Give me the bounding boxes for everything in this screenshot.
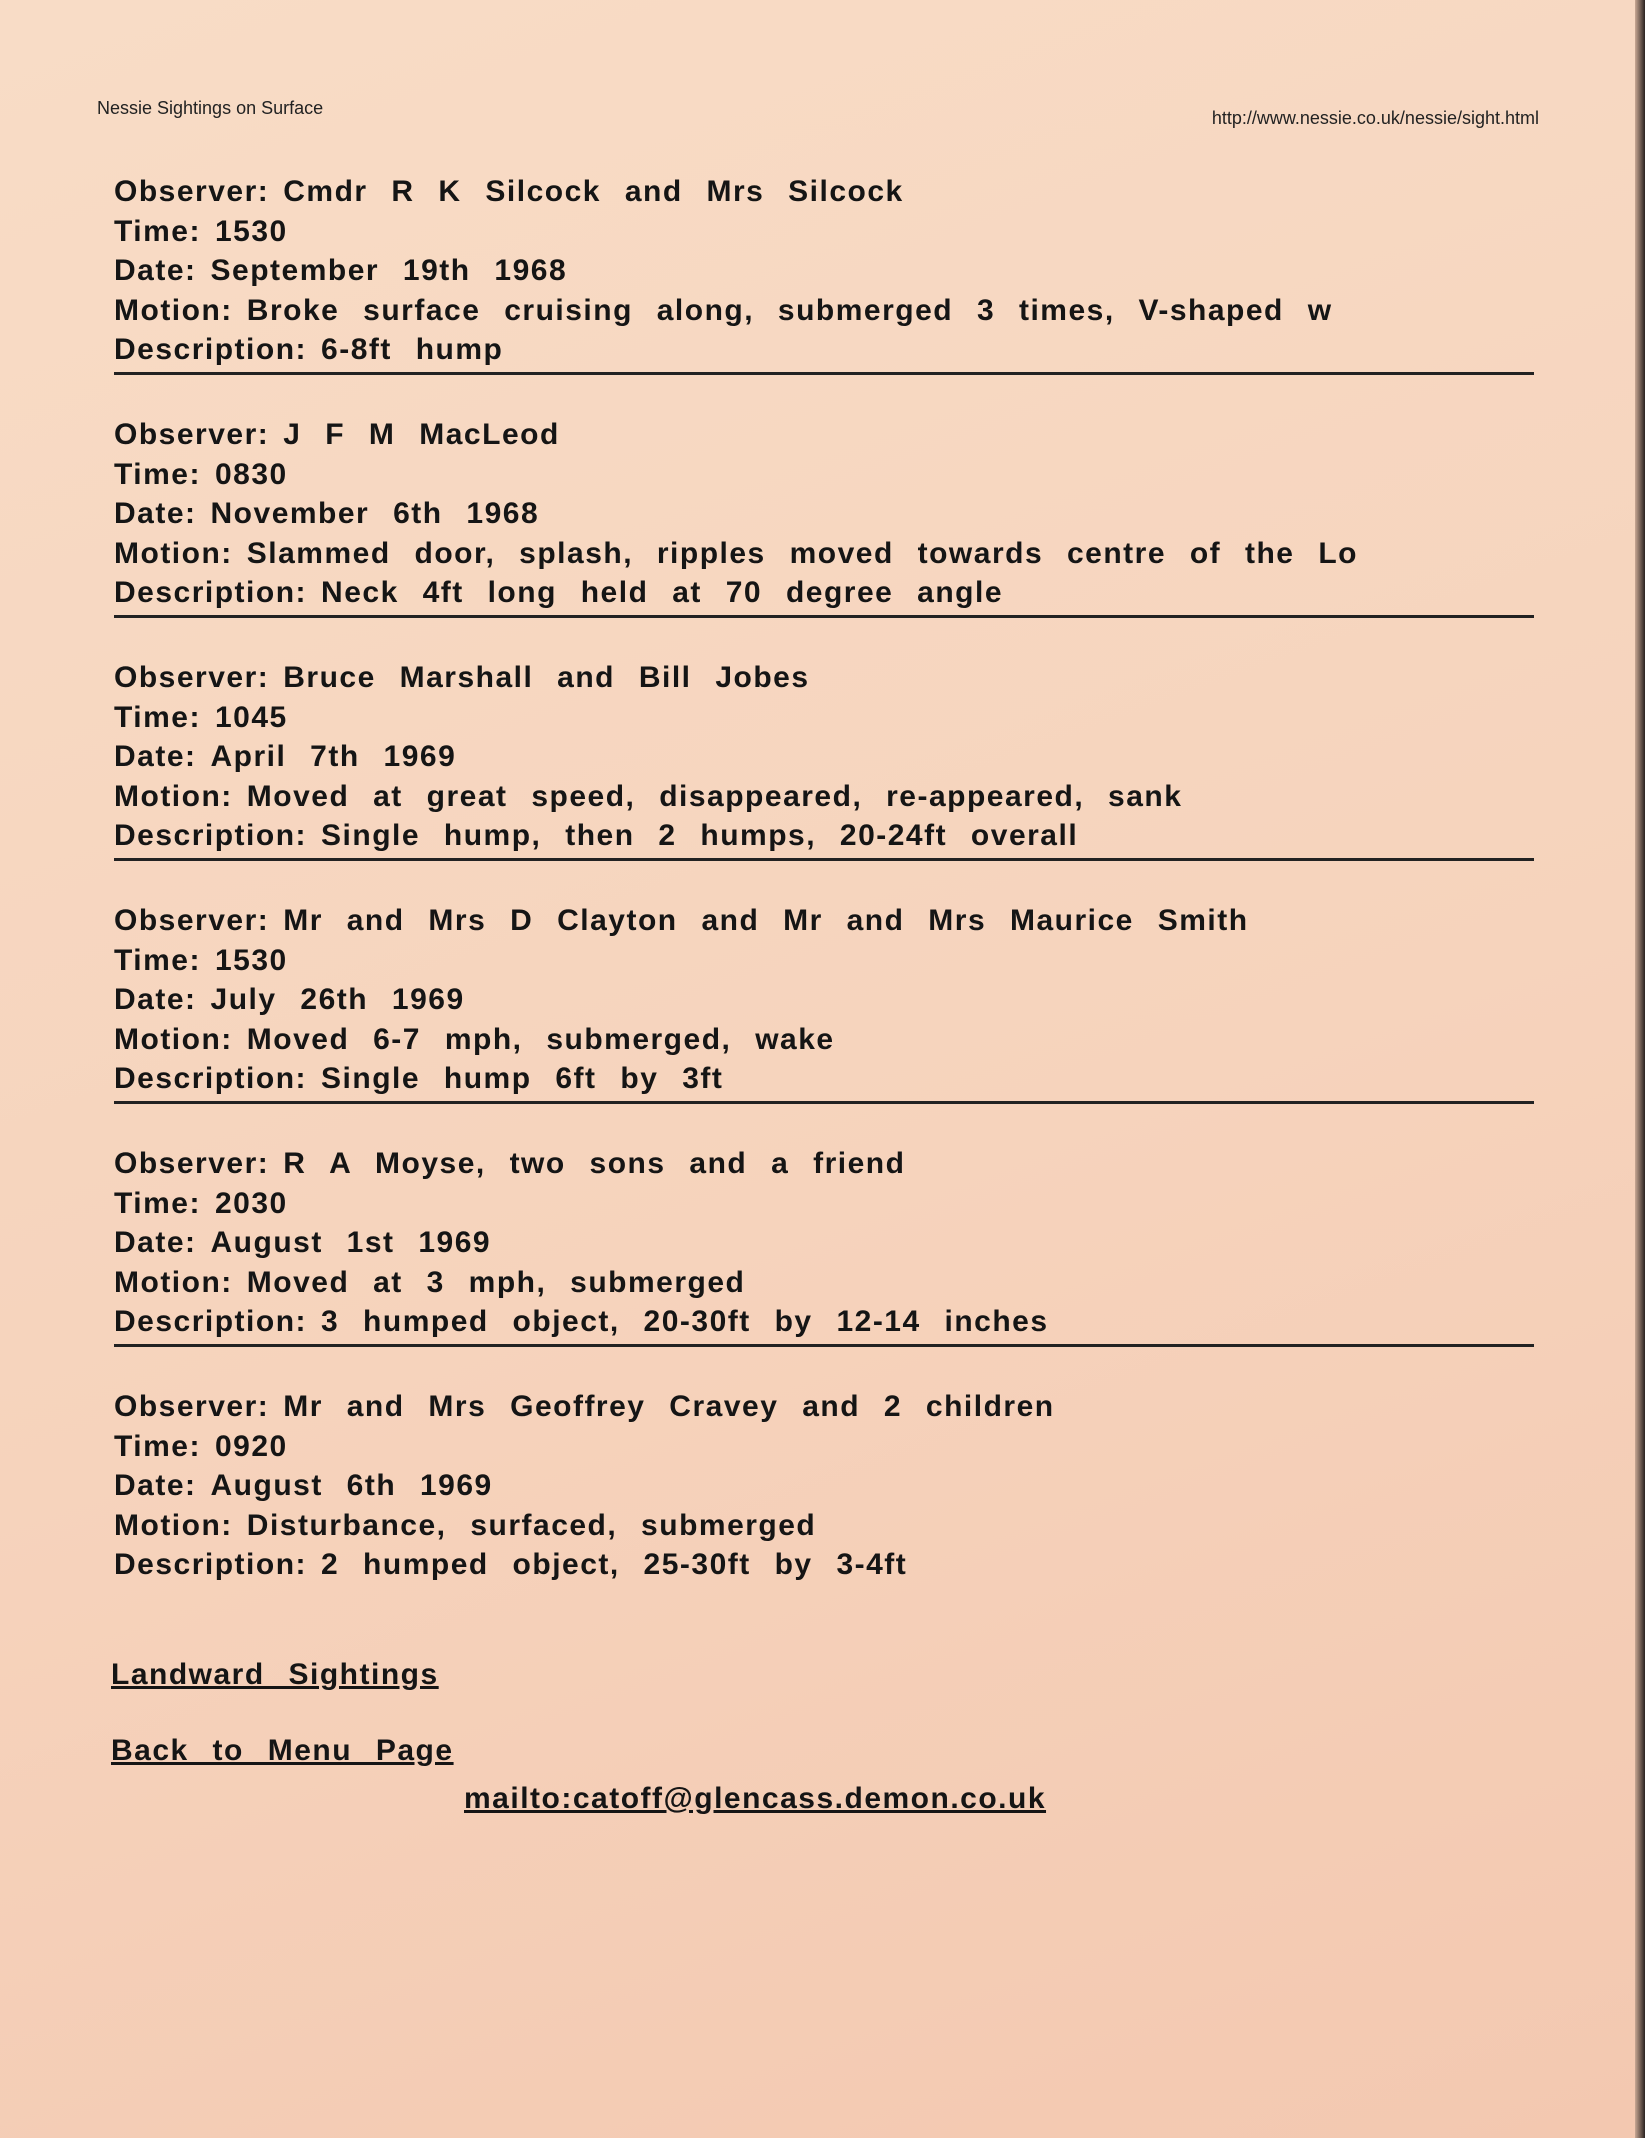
field-description <box>114 573 1534 613</box>
field-label: Motion: <box>114 293 233 327</box>
field-value: Disturbance, surfaced, submerged <box>246 1508 817 1542</box>
field-label: Observer: <box>114 175 270 208</box>
field-label: Date: <box>114 1226 197 1259</box>
field-value: 3 humped object, 20-30ft by 12-14 inches <box>321 1305 1049 1338</box>
field-label: Motion: <box>114 536 233 570</box>
footer-links <box>111 1658 454 1768</box>
field-value: September 19th 1968 <box>210 254 568 287</box>
field-label: Time: <box>114 943 201 977</box>
field-value: 2030 <box>214 1186 288 1220</box>
field-time <box>114 455 1534 495</box>
email-link[interactable]: mailto:catoff@glencass.demon.co.uk <box>464 1782 1047 1815</box>
field-label: Time: <box>114 700 201 734</box>
field-value: Single hump 6ft by 3ft <box>321 1062 724 1095</box>
back-to-menu-link[interactable]: Back to Menu Page <box>111 1734 454 1767</box>
page-header-url: http://www.nessie.co.uk/nessie/sight.html <box>1211 108 1539 128</box>
field-value: Slammed door, splash, ripples moved towards centre of the Lo <box>246 536 1358 570</box>
field-observer <box>114 1387 1534 1427</box>
field-label: Date: <box>114 254 197 287</box>
field-time <box>114 212 1534 252</box>
field-label: Description: <box>114 819 308 852</box>
field-label: Motion: <box>114 779 233 813</box>
field-label: Time: <box>114 1429 201 1463</box>
field-label: Description: <box>114 1548 308 1581</box>
field-value: Moved at 3 mph, submerged <box>246 1265 746 1299</box>
field-motion <box>114 291 1534 331</box>
sighting-entry <box>114 658 1534 861</box>
field-label: Observer: <box>114 661 270 694</box>
field-value: Cmdr R K Silcock and Mrs Silcock <box>283 175 904 208</box>
field-date <box>114 1466 1534 1506</box>
field-motion <box>114 1020 1534 1060</box>
field-date <box>114 1223 1534 1263</box>
field-label: Description: <box>114 1305 308 1338</box>
field-value: August 1st 1969 <box>210 1226 492 1259</box>
field-value: 0920 <box>214 1429 288 1463</box>
field-observer <box>114 415 1534 455</box>
sighting-entry <box>114 901 1534 1104</box>
field-description <box>114 1545 1534 1585</box>
field-value: Bruce Marshall and Bill Jobes <box>283 661 810 694</box>
field-label: Description: <box>114 576 308 609</box>
sightings-list <box>114 172 1534 1627</box>
field-value: 1530 <box>214 214 288 248</box>
field-value: 2 humped object, 25-30ft by 3-4ft <box>321 1548 908 1581</box>
sighting-entry <box>114 172 1534 375</box>
field-observer <box>114 901 1534 941</box>
field-value: 0830 <box>214 457 288 491</box>
field-value: J F M MacLeod <box>283 418 560 451</box>
field-motion <box>114 1506 1534 1546</box>
field-label: Observer: <box>114 1147 270 1180</box>
field-label: Time: <box>114 214 201 248</box>
field-label: Description: <box>114 1062 308 1095</box>
field-value: Broke surface cruising along, submerged 3 times, V-shaped w <box>246 293 1333 327</box>
field-value: July 26th 1969 <box>210 983 465 1016</box>
field-label: Date: <box>114 1469 197 1502</box>
field-observer <box>114 658 1534 698</box>
sighting-entry <box>114 415 1534 618</box>
field-description <box>114 330 1534 370</box>
field-label: Motion: <box>114 1265 233 1299</box>
field-label: Motion: <box>114 1508 233 1542</box>
field-date <box>114 251 1534 291</box>
field-description <box>114 1059 1534 1099</box>
field-value: August 6th 1969 <box>210 1469 493 1502</box>
field-value: R A Moyse, two sons and a friend <box>283 1147 906 1180</box>
field-value: 1530 <box>214 943 288 977</box>
field-time <box>114 698 1534 738</box>
field-label: Date: <box>114 497 197 530</box>
field-observer <box>114 1144 1534 1184</box>
field-value: November 6th 1968 <box>210 497 540 530</box>
page-header-title: Nessie Sightings on Surface <box>97 98 324 118</box>
field-motion <box>114 534 1534 574</box>
field-date <box>114 980 1534 1020</box>
field-value: Mr and Mrs D Clayton and Mr and Mrs Maurice Smith <box>283 904 1249 937</box>
field-observer <box>114 172 1534 212</box>
field-time <box>114 1427 1534 1467</box>
field-label: Observer: <box>114 1390 270 1423</box>
field-value: 1045 <box>214 700 288 734</box>
field-label: Time: <box>114 457 201 491</box>
field-label: Observer: <box>114 904 270 937</box>
field-description <box>114 816 1534 856</box>
field-time <box>114 941 1534 981</box>
field-time <box>114 1184 1534 1224</box>
field-value: Single hump, then 2 humps, 20-24ft overall <box>321 819 1079 852</box>
scan-edge <box>1635 0 1645 2138</box>
field-value: Mr and Mrs Geoffrey Cravey and 2 children <box>283 1390 1055 1423</box>
field-label: Motion: <box>114 1022 233 1056</box>
field-label: Description: <box>114 333 308 366</box>
field-label: Date: <box>114 740 197 773</box>
field-label: Time: <box>114 1186 201 1220</box>
field-label: Date: <box>114 983 197 1016</box>
landward-sightings-link[interactable]: Landward Sightings <box>111 1658 439 1691</box>
field-value: 6-8ft hump <box>321 333 504 366</box>
field-value: Moved 6-7 mph, submerged, wake <box>246 1022 835 1056</box>
sighting-entry <box>114 1144 1534 1347</box>
field-motion <box>114 777 1534 817</box>
field-label: Observer: <box>114 418 270 451</box>
field-date <box>114 494 1534 534</box>
field-date <box>114 737 1534 777</box>
field-description <box>114 1302 1534 1342</box>
sighting-entry <box>114 1387 1534 1587</box>
field-value: April 7th 1969 <box>210 740 457 773</box>
field-value: Moved at great speed, disappeared, re-appeared, sank <box>246 779 1183 813</box>
field-value: Neck 4ft long held at 70 degree angle <box>321 576 1004 609</box>
field-motion <box>114 1263 1534 1303</box>
